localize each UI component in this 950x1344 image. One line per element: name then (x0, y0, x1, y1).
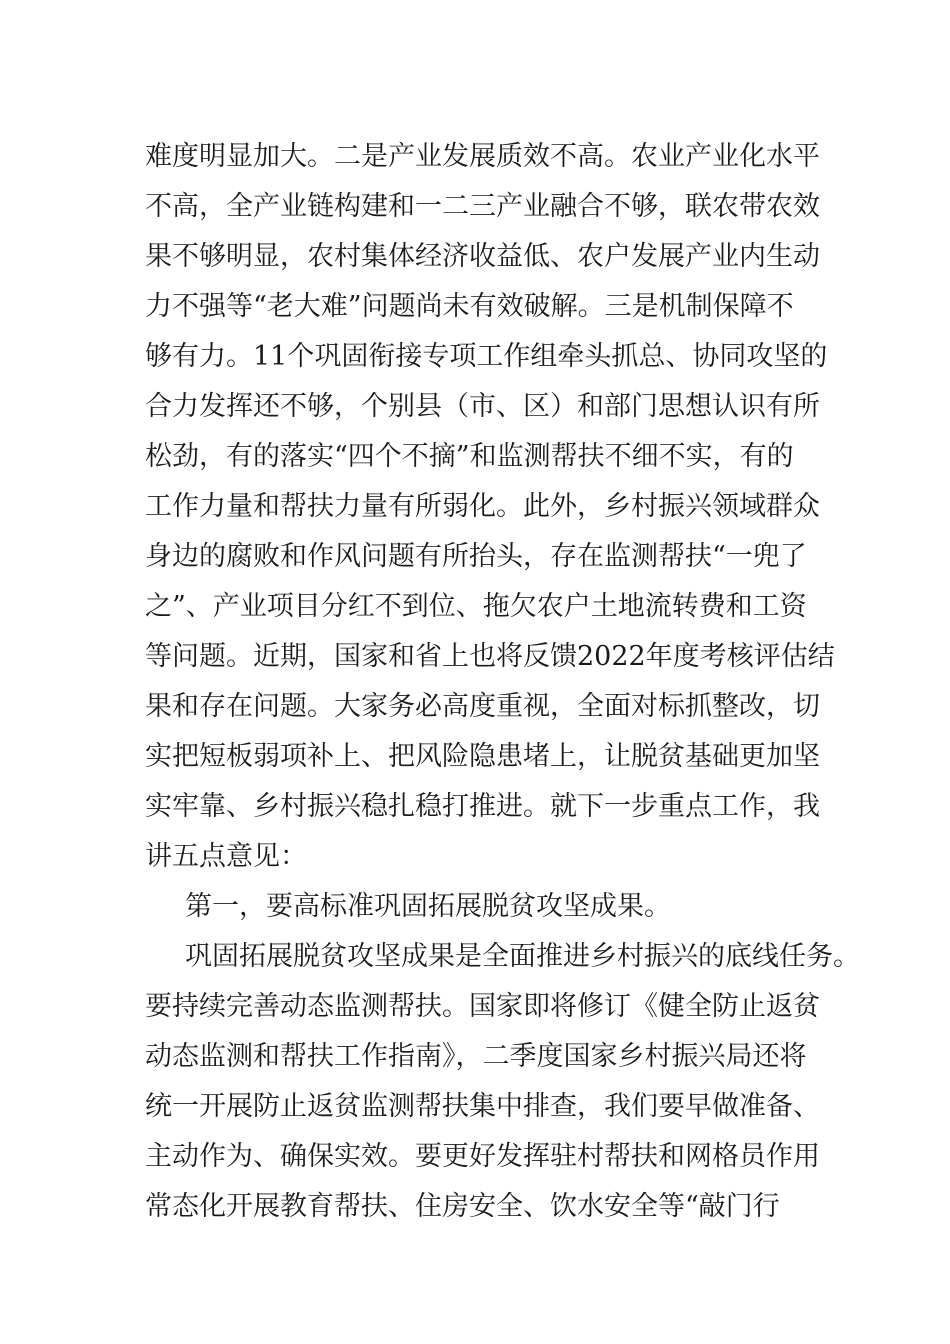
text-line: 等问题。近期，国家和省上也将反馈2022年度考核评估结 (145, 641, 835, 672)
text-line: 难度明显加大。二是产业发展质效不高。农业产业化水平 (145, 141, 820, 172)
text-line: 不高，全产业链构建和一二三产业融合不够，联农带农效 (145, 191, 820, 222)
text-line: 讲五点意见： (145, 841, 307, 872)
text-line: 松劲，有的落实“四个不摘”和监测帮扶不细不实，有的 (145, 441, 794, 472)
text-line: 果不够明显，农村集体经济收益低、农户发展产业内生动 (145, 241, 820, 272)
text-line: 够有力。11个巩固衔接专项工作组牵头抓总、协同攻坚的 (145, 341, 828, 372)
text-line: 要持续完善动态监测帮扶。国家即将修订《健全防止返贫 (145, 991, 820, 1022)
text-line: 动态监测和帮扶工作指南》，二季度国家乡村振兴局还将 (145, 1041, 807, 1072)
text-line: 果和存在问题。大家务必高度重视，全面对标抓整改，切 (145, 691, 820, 722)
text-line: 合力发挥还不够，个别县（市、区）和部门思想认识有所 (145, 391, 820, 422)
text-line: 主动作为、确保实效。要更好发挥驻村帮扶和网格员作用 (145, 1141, 820, 1172)
text-line: 常态化开展教育帮扶、住房安全、饮水安全等“敲门行 (145, 1191, 780, 1222)
text-line: 之”、产业项目分红不到位、拖欠农户土地流转费和工资 (145, 591, 807, 622)
paragraph-start-line: 巩固拓展脱贫攻坚成果是全面推进乡村振兴的底线任务。 (185, 941, 860, 972)
section-heading: 第一，要高标准巩固拓展脱贫攻坚成果。 (185, 891, 671, 922)
text-line: 统一开展防止返贫监测帮扶集中排查，我们要早做准备、 (145, 1091, 820, 1122)
text-line: 力不强等“老大难”问题尚未有效破解。三是机制保障不 (145, 291, 794, 322)
body-text (145, 132, 860, 1232)
text-line: 实牢靠、乡村振兴稳扎稳打推进。就下一步重点工作，我 (145, 791, 820, 822)
text-line: 实把短板弱项补上、把风险隐患堵上，让脱贫基础更加坚 (145, 741, 820, 772)
text-line: 身边的腐败和作风问题有所抬头，存在监测帮扶“一兜了 (145, 541, 807, 572)
text-line: 工作力量和帮扶力量有所弱化。此外，乡村振兴领域群众 (145, 491, 820, 522)
